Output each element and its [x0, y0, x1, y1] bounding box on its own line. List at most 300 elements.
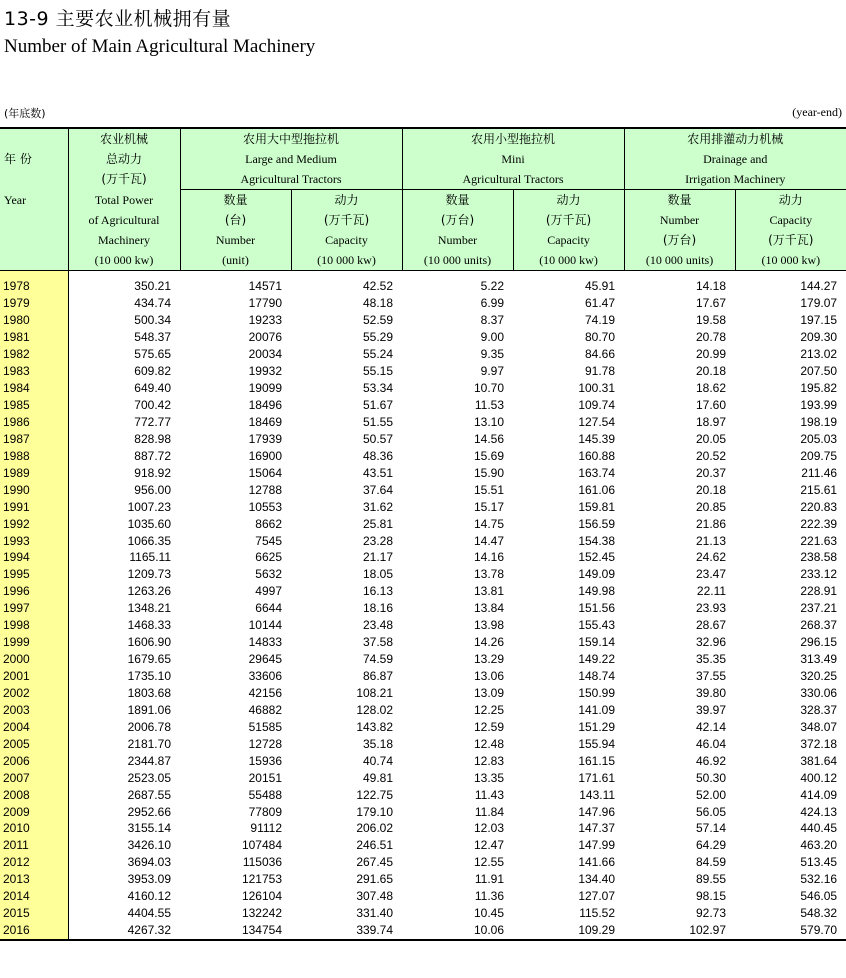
mini-capacity-cell: 148.74	[578, 669, 616, 684]
drainage-capacity-cell: 238.58	[800, 550, 838, 565]
mini-capacity-cell: 115.52	[579, 906, 616, 921]
drainage-header-en2: Irrigation Machinery	[624, 169, 846, 190]
mini-capacity-cell: 109.74	[578, 398, 616, 413]
mini-number-cell: 10.06	[402, 922, 513, 940]
large-number-cell: 91112	[250, 821, 282, 836]
table-row	[0, 363, 846, 380]
drainage-capacity-cell: 463.20	[800, 838, 838, 853]
mini-number-cell: 10.45	[473, 906, 505, 921]
mini-number-cell: 6.99	[480, 296, 505, 311]
year-cell: 1991	[0, 498, 68, 515]
year-cell: 1984	[0, 380, 68, 397]
mini-capacity-cell: 61.47	[585, 296, 616, 311]
large-capacity-cell: 23.28	[362, 533, 394, 548]
page-title-chinese: 13-9 主要农业机械拥有量	[4, 8, 232, 30]
large-capacity-cell: 206.02	[356, 821, 394, 836]
drainage-number-cell: 21.86	[696, 516, 727, 531]
large-number-cell: 18496	[248, 398, 282, 413]
drainage-capacity-cell: 195.82	[800, 381, 838, 396]
large-number-cell: 18469	[248, 414, 282, 429]
drainage-number-cell: 17.67	[696, 296, 727, 311]
drainage-number-cell: 21.13	[696, 533, 727, 548]
large-number-cell: 19099	[248, 381, 282, 396]
year-cell: 2000	[0, 651, 68, 668]
drainage-header-en1: Drainage and	[624, 149, 846, 169]
mini-number-cell: 11.53	[474, 398, 505, 413]
large-capacity-cell: 16.13	[362, 584, 394, 599]
drainage-number-cell: 102.97	[624, 922, 735, 940]
drainage-capacity-cell: 440.45	[800, 821, 838, 836]
mini-capacity-cell: 84.66	[585, 347, 616, 362]
drainage-capacity-cell: 414.09	[800, 787, 838, 802]
mini-capacity-cell: 155.43	[578, 618, 616, 633]
total-power-cell: 956.00	[134, 482, 171, 497]
drainage-number-header: 数量 Number (万台) (10 000 units)	[624, 190, 735, 271]
mini-number-cell: 14.26	[473, 635, 505, 650]
mini-number-cell: 14.56	[473, 431, 505, 446]
total-power-cell: 1263.26	[127, 584, 171, 599]
mini-number-cell: 14.16	[473, 550, 505, 565]
year-cell: 2010	[0, 820, 68, 837]
large-number-cell: 12728	[248, 736, 282, 751]
drainage-number-cell: 57.14	[696, 821, 727, 836]
mini-number-cell: 12.83	[473, 753, 505, 768]
mini-capacity-cell: 154.38	[578, 533, 616, 548]
drainage-number-cell: 14.18	[696, 279, 727, 294]
large-capacity-header: 动力 (万千瓦) Capacity (10 000 kw)	[291, 190, 402, 271]
large-number-cell: 17939	[248, 431, 282, 446]
drainage-capacity-cell: 233.12	[800, 567, 838, 582]
drainage-number-cell: 37.55	[696, 669, 727, 684]
table-row	[0, 651, 846, 668]
table-row	[0, 532, 846, 549]
large-number-cell: 10144	[248, 618, 282, 633]
mini-number-cell: 12.47	[473, 838, 505, 853]
year-cell: 1994	[0, 549, 68, 566]
large-number-cell: 77809	[248, 804, 282, 819]
large-number-cell: 42156	[248, 685, 282, 700]
table-row	[0, 803, 846, 820]
drainage-number-cell: 64.29	[696, 838, 727, 853]
mini-number-cell: 14.47	[473, 533, 505, 548]
large-capacity-cell: 48.36	[362, 448, 394, 463]
table-row	[0, 668, 846, 685]
large-capacity-cell: 267.45	[356, 855, 394, 870]
year-cell: 2001	[0, 668, 68, 685]
drainage-number-cell: 84.59	[696, 855, 727, 870]
drainage-capacity-cell: 213.02	[800, 347, 838, 362]
total-power-cell: 4404.55	[127, 906, 171, 921]
large-number-cell: 19233	[248, 313, 282, 328]
large-number-cell: 132242	[241, 906, 282, 921]
mini-capacity-header: 动力 (万千瓦) Capacity (10 000 kw)	[513, 190, 624, 271]
total-power-cell: 548.37	[134, 330, 171, 345]
large-capacity-cell: 55.24	[362, 347, 394, 362]
year-cell: 2003	[0, 701, 68, 718]
large-number-cell: 51585	[248, 719, 282, 734]
mini-capacity-cell: 145.39	[578, 431, 616, 446]
mini-number-cell: 12.03	[473, 821, 505, 836]
large-capacity-cell: 21.17	[362, 550, 394, 565]
mini-capacity-cell: 160.88	[578, 448, 616, 463]
large-number-cell: 20151	[248, 770, 282, 785]
large-number-cell: 126104	[241, 889, 282, 904]
table-row	[0, 380, 846, 397]
year-header-cn: 年 份	[0, 128, 68, 190]
drainage-capacity-cell: 579.70	[735, 922, 846, 940]
large-capacity-cell: 37.58	[362, 635, 394, 650]
large-number-cell: 29645	[248, 652, 282, 667]
large-tractors-header-en1: Large and Medium	[180, 149, 402, 169]
mini-capacity-cell: 45.91	[585, 279, 616, 294]
year-cell: 2009	[0, 803, 68, 820]
mini-capacity-cell: 109.29	[513, 922, 624, 940]
large-capacity-cell: 55.29	[362, 330, 394, 345]
table-row	[0, 515, 846, 532]
mini-capacity-cell: 147.96	[578, 804, 616, 819]
total-power-cell: 2181.70	[127, 736, 171, 751]
large-number-cell: 121753	[241, 872, 282, 887]
large-number-cell: 33606	[248, 669, 282, 684]
table-row	[0, 769, 846, 786]
drainage-capacity-cell: 209.30	[800, 330, 838, 345]
mini-number-cell: 10.70	[473, 381, 505, 396]
large-number-cell: 16900	[248, 448, 282, 463]
mini-tractors-header-cn: 农用小型拖拉机	[402, 128, 624, 149]
drainage-capacity-header: 动力 Capacity (万千瓦) (10 000 kw)	[735, 190, 846, 271]
drainage-number-cell: 39.97	[696, 702, 727, 717]
large-capacity-cell: 143.82	[356, 719, 394, 734]
drainage-number-cell: 22.11	[696, 584, 727, 599]
mini-capacity-cell: 159.14	[578, 635, 616, 650]
total-power-cell: 500.34	[134, 313, 171, 328]
total-power-cell: 3155.14	[127, 821, 171, 836]
drainage-capacity-cell: 546.05	[800, 889, 838, 904]
mini-number-cell: 15.17	[473, 499, 505, 514]
large-number-cell: 19932	[248, 364, 282, 379]
drainage-capacity-cell: 330.06	[800, 685, 838, 700]
mini-capacity-cell: 161.15	[578, 753, 616, 768]
table-row	[0, 271, 846, 295]
total-power-cell: 575.65	[134, 347, 171, 362]
table-row	[0, 786, 846, 803]
large-capacity-cell: 307.48	[356, 889, 394, 904]
drainage-number-cell: 20.78	[696, 330, 727, 345]
mini-number-cell: 13.81	[473, 584, 505, 599]
mini-number-cell: 13.10	[473, 414, 505, 429]
large-number-cell: 15064	[248, 465, 282, 480]
total-power-cell: 1007.23	[127, 499, 171, 514]
drainage-capacity-cell: 215.61	[800, 482, 838, 497]
table-row	[0, 837, 846, 854]
total-power-cell: 649.40	[134, 381, 171, 396]
year-cell: 1987	[0, 430, 68, 447]
mini-capacity-cell: 163.74	[578, 465, 616, 480]
year-cell: 2012	[0, 854, 68, 871]
large-capacity-cell: 246.51	[356, 838, 394, 853]
drainage-number-cell: 39.80	[696, 685, 727, 700]
drainage-capacity-cell: 193.99	[800, 398, 838, 413]
mini-number-cell: 5.22	[480, 279, 505, 294]
drainage-capacity-cell: 211.46	[801, 465, 838, 480]
mini-capacity-cell: 147.37	[578, 821, 616, 836]
mini-capacity-cell: 171.61	[578, 770, 616, 785]
large-number-cell: 5632	[255, 567, 282, 582]
mini-number-cell: 12.55	[473, 855, 505, 870]
drainage-capacity-cell: 220.83	[800, 499, 838, 514]
total-power-cell: 772.77	[134, 414, 171, 429]
large-capacity-cell: 128.02	[356, 702, 394, 717]
large-capacity-cell: 331.40	[356, 906, 394, 921]
year-cell: 1995	[0, 566, 68, 583]
total-power-cell: 828.98	[134, 431, 171, 446]
drainage-number-cell: 98.15	[696, 889, 727, 904]
mini-number-cell: 13.98	[473, 618, 505, 633]
total-power-cell: 3953.09	[127, 872, 171, 887]
mini-number-cell: 13.78	[473, 567, 505, 582]
drainage-capacity-cell: 207.50	[800, 364, 838, 379]
table-row	[0, 854, 846, 871]
drainage-capacity-cell: 328.37	[800, 702, 838, 717]
large-number-header: 数量 (台) Number (unit)	[180, 190, 291, 271]
drainage-capacity-cell: 144.27	[800, 279, 838, 294]
mini-number-cell: 15.51	[473, 482, 505, 497]
mini-capacity-cell: 134.40	[578, 872, 616, 887]
year-cell: 1979	[0, 295, 68, 312]
drainage-capacity-cell: 532.16	[800, 872, 838, 887]
unit-note-chinese: (年底数)	[4, 107, 46, 120]
total-power-cell: 918.92	[134, 465, 171, 480]
large-number-cell: 4997	[255, 584, 282, 599]
drainage-capacity-cell: 313.49	[800, 652, 838, 667]
total-power-cell: 3694.03	[127, 855, 171, 870]
year-cell: 1990	[0, 481, 68, 498]
year-cell: 1986	[0, 414, 68, 431]
year-cell: 1989	[0, 464, 68, 481]
table-row	[0, 346, 846, 363]
drainage-capacity-cell: 348.07	[800, 719, 838, 734]
year-cell: 1982	[0, 346, 68, 363]
mini-capacity-cell: 127.54	[578, 414, 616, 429]
total-power-cell: 4160.12	[127, 889, 171, 904]
mini-number-cell: 9.97	[480, 364, 505, 379]
year-cell: 1983	[0, 363, 68, 380]
large-capacity-cell: 48.18	[362, 296, 394, 311]
large-number-cell: 17790	[248, 296, 282, 311]
total-power-cell: 1891.06	[127, 702, 171, 717]
mini-capacity-cell: 141.09	[578, 702, 616, 717]
mini-capacity-cell: 100.31	[578, 381, 616, 396]
large-capacity-cell: 43.51	[362, 465, 394, 480]
mini-number-cell: 13.06	[473, 669, 505, 684]
year-cell: 2005	[0, 735, 68, 752]
drainage-number-cell: 17.60	[696, 398, 727, 413]
mini-tractors-header-en2: Agricultural Tractors	[402, 169, 624, 190]
table-row	[0, 735, 846, 752]
year-cell: 1996	[0, 583, 68, 600]
total-power-cell: 1468.33	[127, 618, 171, 633]
mini-tractors-header-en1: Mini	[402, 149, 624, 169]
total-power-cell: 2952.66	[127, 804, 171, 819]
large-capacity-cell: 108.21	[356, 685, 394, 700]
drainage-number-cell: 20.18	[696, 482, 727, 497]
year-cell: 2007	[0, 769, 68, 786]
total-power-cell: 1066.35	[127, 533, 171, 548]
mini-number-cell: 13.84	[473, 601, 505, 616]
table-row	[0, 397, 846, 414]
large-number-cell: 8662	[255, 516, 282, 531]
mini-capacity-cell: 151.29	[578, 719, 616, 734]
table-row	[0, 583, 846, 600]
mini-capacity-cell: 156.59	[578, 516, 616, 531]
mini-number-header: 数量 (万台) Number (10 000 units)	[402, 190, 513, 271]
drainage-capacity-cell: 222.39	[800, 516, 838, 531]
large-capacity-cell: 49.81	[362, 770, 394, 785]
large-capacity-cell: 50.57	[362, 431, 394, 446]
drainage-number-cell: 20.99	[696, 347, 727, 362]
year-cell: 1993	[0, 532, 68, 549]
table-row	[0, 481, 846, 498]
table-row	[0, 566, 846, 583]
machinery-table	[0, 127, 846, 941]
total-power-cell: 2523.05	[127, 770, 171, 785]
table-row	[0, 685, 846, 702]
total-power-cell: 2687.55	[127, 787, 171, 802]
mini-capacity-cell: 151.56	[578, 601, 616, 616]
year-cell: 1980	[0, 312, 68, 329]
large-number-cell: 14571	[248, 279, 282, 294]
year-cell: 2004	[0, 718, 68, 735]
total-power-cell: 2344.87	[127, 753, 171, 768]
total-power-cell: 434.74	[134, 296, 171, 311]
year-cell: 2014	[0, 888, 68, 905]
table-row	[0, 549, 846, 566]
drainage-capacity-cell: 237.21	[800, 601, 838, 616]
year-cell: 2002	[0, 685, 68, 702]
year-cell: 1981	[0, 329, 68, 346]
mini-number-cell: 12.25	[473, 702, 505, 717]
drainage-capacity-cell: 221.63	[800, 533, 838, 548]
table-row	[0, 295, 846, 312]
large-capacity-cell: 37.64	[362, 482, 394, 497]
drainage-capacity-cell: 179.07	[800, 296, 838, 311]
mini-capacity-cell: 150.99	[578, 685, 616, 700]
mini-capacity-cell: 127.07	[578, 889, 616, 904]
large-number-cell: 12788	[248, 482, 282, 497]
drainage-number-cell: 18.62	[696, 381, 727, 396]
table-row	[0, 701, 846, 718]
large-number-cell: 115036	[242, 855, 282, 870]
mini-number-cell: 8.37	[480, 313, 505, 328]
large-number-cell: 46882	[248, 702, 282, 717]
drainage-number-cell: 20.37	[696, 465, 727, 480]
total-power-cell: 887.72	[134, 448, 171, 463]
large-capacity-cell: 52.59	[362, 313, 394, 328]
unit-note-english: (year-end)	[792, 105, 842, 119]
mini-number-cell: 14.75	[473, 516, 505, 531]
drainage-capacity-cell: 513.45	[800, 855, 838, 870]
table-row	[0, 752, 846, 769]
total-power-cell: 1209.73	[127, 567, 171, 582]
drainage-header-cn: 农用排灌动力机械	[624, 128, 846, 149]
drainage-number-cell: 46.92	[696, 753, 727, 768]
drainage-number-cell: 46.04	[696, 736, 727, 751]
drainage-capacity-cell: 372.18	[800, 736, 838, 751]
drainage-number-cell: 50.30	[696, 770, 727, 785]
drainage-number-cell: 20.18	[696, 364, 727, 379]
large-capacity-cell: 291.65	[356, 872, 394, 887]
mini-number-cell: 9.00	[480, 330, 505, 345]
year-cell: 1999	[0, 634, 68, 651]
large-capacity-cell: 18.05	[362, 567, 394, 582]
year-cell: 2011	[0, 837, 68, 854]
drainage-number-cell: 18.97	[696, 414, 727, 429]
large-tractors-header-cn: 农用大中型拖拉机	[180, 128, 402, 149]
drainage-capacity-cell: 198.19	[800, 414, 838, 429]
table-row	[0, 312, 846, 329]
mini-number-cell: 11.43	[474, 787, 505, 802]
drainage-number-cell: 89.55	[696, 872, 727, 887]
year-cell: 1998	[0, 617, 68, 634]
year-cell: 2008	[0, 786, 68, 803]
year-cell: 1997	[0, 600, 68, 617]
mini-capacity-cell: 143.11	[579, 787, 616, 802]
large-capacity-cell: 31.62	[362, 499, 394, 514]
mini-number-cell: 11.36	[474, 889, 505, 904]
total-power-cell: 700.42	[134, 398, 171, 413]
mini-number-cell: 15.69	[473, 448, 505, 463]
year-cell: 1988	[0, 447, 68, 464]
drainage-number-cell: 52.00	[696, 787, 727, 802]
table-body	[0, 271, 846, 940]
table-row	[0, 888, 846, 905]
large-number-cell: 20034	[248, 347, 282, 362]
total-power-cell: 1679.65	[127, 652, 171, 667]
total-power-header-en: Total Power of Agricultural Machinery (10 000 kw)	[68, 190, 180, 271]
drainage-capacity-cell: 381.64	[800, 753, 838, 768]
total-power-cell: 1165.11	[129, 550, 171, 565]
mini-number-cell: 9.35	[480, 347, 505, 362]
year-cell: 1978	[0, 271, 68, 295]
large-capacity-cell: 25.81	[362, 516, 394, 531]
year-cell: 1985	[0, 397, 68, 414]
table-row	[0, 718, 846, 735]
drainage-number-cell: 35.35	[696, 652, 727, 667]
drainage-capacity-cell: 400.12	[800, 770, 838, 785]
table-row	[0, 447, 846, 464]
total-power-cell: 609.82	[134, 364, 171, 379]
mini-capacity-cell: 80.70	[585, 330, 616, 345]
mini-capacity-cell: 149.98	[578, 584, 616, 599]
table-row	[0, 414, 846, 431]
mini-capacity-cell: 74.19	[585, 313, 616, 328]
year-cell: 2006	[0, 752, 68, 769]
year-cell: 2015	[0, 905, 68, 922]
table-row	[0, 871, 846, 888]
year-cell: 1992	[0, 515, 68, 532]
drainage-number-cell: 32.96	[696, 635, 727, 650]
mini-capacity-cell: 161.06	[578, 482, 616, 497]
large-capacity-cell: 179.10	[356, 804, 394, 819]
large-capacity-cell: 53.34	[362, 381, 394, 396]
drainage-capacity-cell: 296.15	[800, 635, 838, 650]
drainage-number-cell: 28.67	[696, 618, 727, 633]
table-row	[0, 600, 846, 617]
table-row	[0, 464, 846, 481]
table-row	[0, 905, 846, 922]
large-capacity-cell: 40.74	[362, 753, 394, 768]
year-cell: 2013	[0, 871, 68, 888]
